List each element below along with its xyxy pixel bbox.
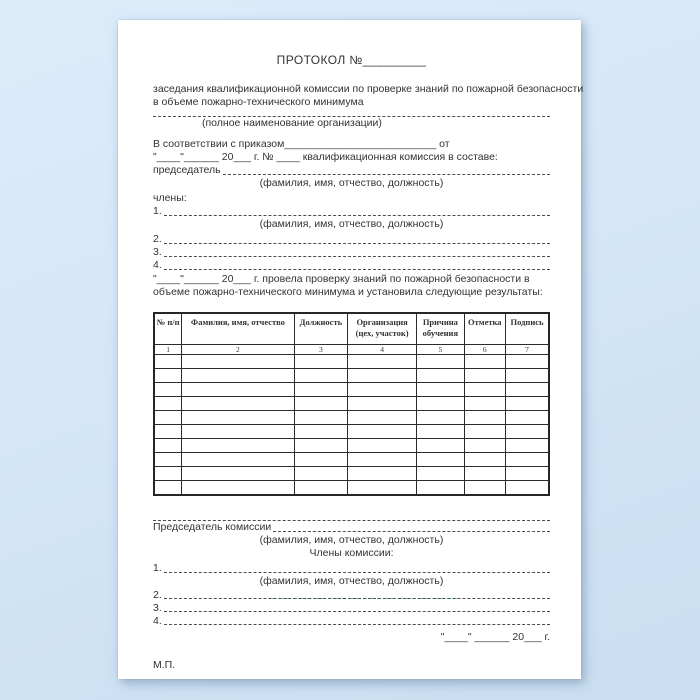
results-table-column-number-cell: 7 bbox=[506, 345, 549, 355]
results-table-empty-cell bbox=[348, 481, 417, 496]
signature-member-line-4 bbox=[153, 615, 550, 627]
member-blank-line bbox=[164, 205, 550, 216]
signature-chairman-blank-line bbox=[273, 521, 550, 532]
results-table-empty-cell bbox=[417, 425, 464, 439]
results-table-empty-cell bbox=[294, 411, 347, 425]
document-subtitle bbox=[153, 83, 584, 109]
results-table-empty-cell bbox=[506, 439, 549, 453]
results-table-empty-cell bbox=[154, 425, 182, 439]
results-table-empty-cell bbox=[506, 467, 549, 481]
signature-fio-caption-1: (фамилия, имя, отчество, должность) bbox=[259, 534, 444, 546]
org-name-caption: (полное наименование организации) bbox=[201, 117, 382, 129]
results-table-empty-cell bbox=[182, 425, 295, 439]
subtitle-line-2: в объеме пожарно-технического минимума bbox=[153, 96, 364, 108]
results-table-header-cell: Фамилия, имя, отчество bbox=[182, 313, 295, 345]
results-table-header-cell: Организация (цех, участок) bbox=[348, 313, 417, 345]
results-table-empty-row bbox=[154, 397, 549, 411]
results-table-empty-row bbox=[154, 439, 549, 453]
results-table-empty-cell bbox=[294, 453, 347, 467]
member-blank-line bbox=[164, 259, 550, 270]
signature-fio-caption-2: (фамилия, имя, отчество, должность) bbox=[259, 575, 444, 587]
results-table-empty-cell bbox=[294, 439, 347, 453]
results-table-empty-cell bbox=[294, 425, 347, 439]
results-table-empty-cell bbox=[182, 355, 295, 369]
results-table-column-number-cell: 4 bbox=[348, 345, 417, 355]
results-table-empty-cell bbox=[417, 397, 464, 411]
check-statement bbox=[153, 273, 550, 299]
results-table-empty-cell bbox=[464, 439, 505, 453]
results-table-empty-cell bbox=[506, 481, 549, 496]
order-line-2: "____"______ 20___ г. № ____ квалификационная комиссия в составе: bbox=[153, 151, 498, 163]
results-table-empty-cell bbox=[294, 481, 347, 496]
results-table-empty-cell bbox=[506, 383, 549, 397]
results-table-empty-cell bbox=[506, 397, 549, 411]
fio-caption-1: (фамилия, имя, отчество, должность) bbox=[259, 177, 444, 189]
results-table-empty-row bbox=[154, 425, 549, 439]
signature-chairman-line bbox=[153, 521, 550, 534]
results-table-empty-cell bbox=[294, 369, 347, 383]
results-table-column-number-cell: 6 bbox=[464, 345, 505, 355]
results-table-header-cell: Должность bbox=[294, 313, 347, 345]
results-table-empty-cell bbox=[348, 467, 417, 481]
results-table-empty-cell bbox=[182, 383, 295, 397]
signature-member-number: 2. bbox=[153, 589, 162, 601]
member-blank-line bbox=[164, 246, 550, 257]
member-line-3 bbox=[153, 246, 550, 259]
results-table-empty-cell bbox=[348, 355, 417, 369]
results-table-empty-cell bbox=[182, 439, 295, 453]
results-table-empty-cell bbox=[464, 397, 505, 411]
results-table-empty-cell bbox=[464, 369, 505, 383]
results-table-empty-cell bbox=[464, 355, 505, 369]
signature-member-number: 4. bbox=[153, 615, 162, 627]
signature-member-line-2 bbox=[153, 589, 550, 601]
results-table-empty-cell bbox=[348, 411, 417, 425]
results-table-empty-cell bbox=[294, 383, 347, 397]
results-table-empty-cell bbox=[154, 439, 182, 453]
results-table-empty-cell bbox=[182, 369, 295, 383]
results-table-empty-cell bbox=[417, 411, 464, 425]
check-line-2: объеме пожарно-технического минимума и установила следующие результаты: bbox=[153, 286, 543, 298]
results-table-empty-cell bbox=[154, 481, 182, 496]
signature-member-line-3 bbox=[153, 602, 550, 614]
results-table-empty-cell bbox=[506, 425, 549, 439]
signature-members-title: Члены комиссии: bbox=[309, 547, 394, 559]
results-table-column-number-cell: 1 bbox=[154, 345, 182, 355]
chairman-line bbox=[153, 164, 550, 177]
results-table-empty-cell bbox=[182, 481, 295, 496]
results-table-empty-cell bbox=[154, 369, 182, 383]
results-table-empty-cell bbox=[464, 467, 505, 481]
signature-member-blank-line bbox=[164, 562, 550, 573]
results-table-empty-cell bbox=[464, 425, 505, 439]
results-table-column-number-cell: 2 bbox=[182, 345, 295, 355]
order-line-1: В соответствии с приказом__________________________ от bbox=[153, 138, 450, 150]
results-table-empty-cell bbox=[417, 369, 464, 383]
results-table-empty-cell bbox=[154, 397, 182, 411]
fio-caption-2: (фамилия, имя, отчество, должность) bbox=[259, 218, 444, 230]
results-table-empty-cell bbox=[154, 383, 182, 397]
results-table-empty-row bbox=[154, 411, 549, 425]
document-page bbox=[118, 20, 584, 679]
results-table-header-cell: Подпись bbox=[506, 313, 549, 345]
results-table-column-number-row bbox=[154, 345, 549, 355]
results-table-empty-cell bbox=[417, 467, 464, 481]
results-table-empty-row bbox=[154, 467, 549, 481]
results-table-empty-cell bbox=[348, 453, 417, 467]
results-table-header-row bbox=[154, 313, 549, 345]
results-table-empty-cell bbox=[348, 439, 417, 453]
results-table-empty-cell bbox=[182, 411, 295, 425]
results-table-empty-cell bbox=[154, 411, 182, 425]
results-table-empty-cell bbox=[294, 467, 347, 481]
results-table-body bbox=[154, 345, 549, 496]
document-title: ПРОТОКОЛ №_________ bbox=[276, 53, 427, 67]
results-table-empty-cell bbox=[182, 467, 295, 481]
results-table-empty-cell bbox=[464, 481, 505, 496]
results-table-empty-cell bbox=[506, 355, 549, 369]
results-table-empty-cell bbox=[348, 383, 417, 397]
results-table-empty-cell bbox=[417, 355, 464, 369]
signature-member-number: 3. bbox=[153, 602, 162, 614]
results-table-empty-row bbox=[154, 369, 549, 383]
results-table-header-cell: № п/п bbox=[154, 313, 182, 345]
member-line-4 bbox=[153, 259, 550, 272]
results-table-empty-cell bbox=[464, 453, 505, 467]
check-line-1: "____"______ 20___ г. провела проверку знаний по пожарной безопасности в bbox=[153, 273, 530, 285]
signature-member-blank-line bbox=[164, 615, 550, 625]
member-number: 3. bbox=[153, 246, 162, 258]
results-table-header-cell: Причина обучения bbox=[417, 313, 464, 345]
member-number: 2. bbox=[153, 233, 162, 245]
signature-member-blank-line bbox=[164, 602, 550, 612]
results-table-empty-cell bbox=[506, 411, 549, 425]
results-table-empty-row bbox=[154, 481, 549, 496]
results-table bbox=[153, 312, 550, 496]
member-number: 1. bbox=[153, 205, 162, 217]
results-table-empty-row bbox=[154, 355, 549, 369]
results-table-empty-cell bbox=[417, 383, 464, 397]
subtitle-line-1: заседания квалификационной комиссии по проверке знаний по пожарной безопасности bbox=[153, 83, 584, 95]
member-number: 4. bbox=[153, 259, 162, 271]
results-table-empty-cell bbox=[417, 453, 464, 467]
signature-member-blank-line bbox=[164, 589, 550, 599]
stamp-place-label: М.П. bbox=[153, 659, 176, 671]
signature-date-line: "____" ______ 20___ г. bbox=[440, 631, 550, 643]
results-table-empty-cell bbox=[417, 481, 464, 496]
results-table-empty-cell bbox=[294, 355, 347, 369]
results-table-empty-cell bbox=[294, 397, 347, 411]
signature-member-number: 1. bbox=[153, 562, 162, 574]
results-table-empty-cell bbox=[348, 425, 417, 439]
results-table-empty-cell bbox=[182, 397, 295, 411]
results-table-header-cell: Отметка bbox=[464, 313, 505, 345]
member-blank-line bbox=[164, 233, 550, 244]
results-table-empty-cell bbox=[348, 369, 417, 383]
results-table-empty-cell bbox=[154, 453, 182, 467]
results-table-empty-cell bbox=[417, 439, 464, 453]
chairman-blank-line bbox=[223, 164, 550, 175]
results-table-empty-cell bbox=[506, 369, 549, 383]
order-section bbox=[153, 138, 550, 299]
members-label: члены: bbox=[153, 192, 187, 204]
chairman-label: председатель bbox=[153, 164, 221, 176]
results-table-empty-row bbox=[154, 383, 549, 397]
results-table-empty-cell bbox=[182, 453, 295, 467]
results-table-empty-cell bbox=[506, 453, 549, 467]
results-table-empty-cell bbox=[348, 397, 417, 411]
signature-chairman-label: Председатель комиссии bbox=[153, 521, 272, 533]
member-line-2 bbox=[153, 233, 550, 246]
member-line-1 bbox=[153, 205, 550, 218]
results-table-empty-cell bbox=[154, 355, 182, 369]
results-table-empty-row bbox=[154, 453, 549, 467]
signature-member-line-1 bbox=[153, 562, 550, 575]
results-table-empty-cell bbox=[464, 383, 505, 397]
results-table-column-number-cell: 3 bbox=[294, 345, 347, 355]
results-table-empty-cell bbox=[464, 411, 505, 425]
results-table-column-number-cell: 5 bbox=[417, 345, 464, 355]
results-table-empty-cell bbox=[154, 467, 182, 481]
